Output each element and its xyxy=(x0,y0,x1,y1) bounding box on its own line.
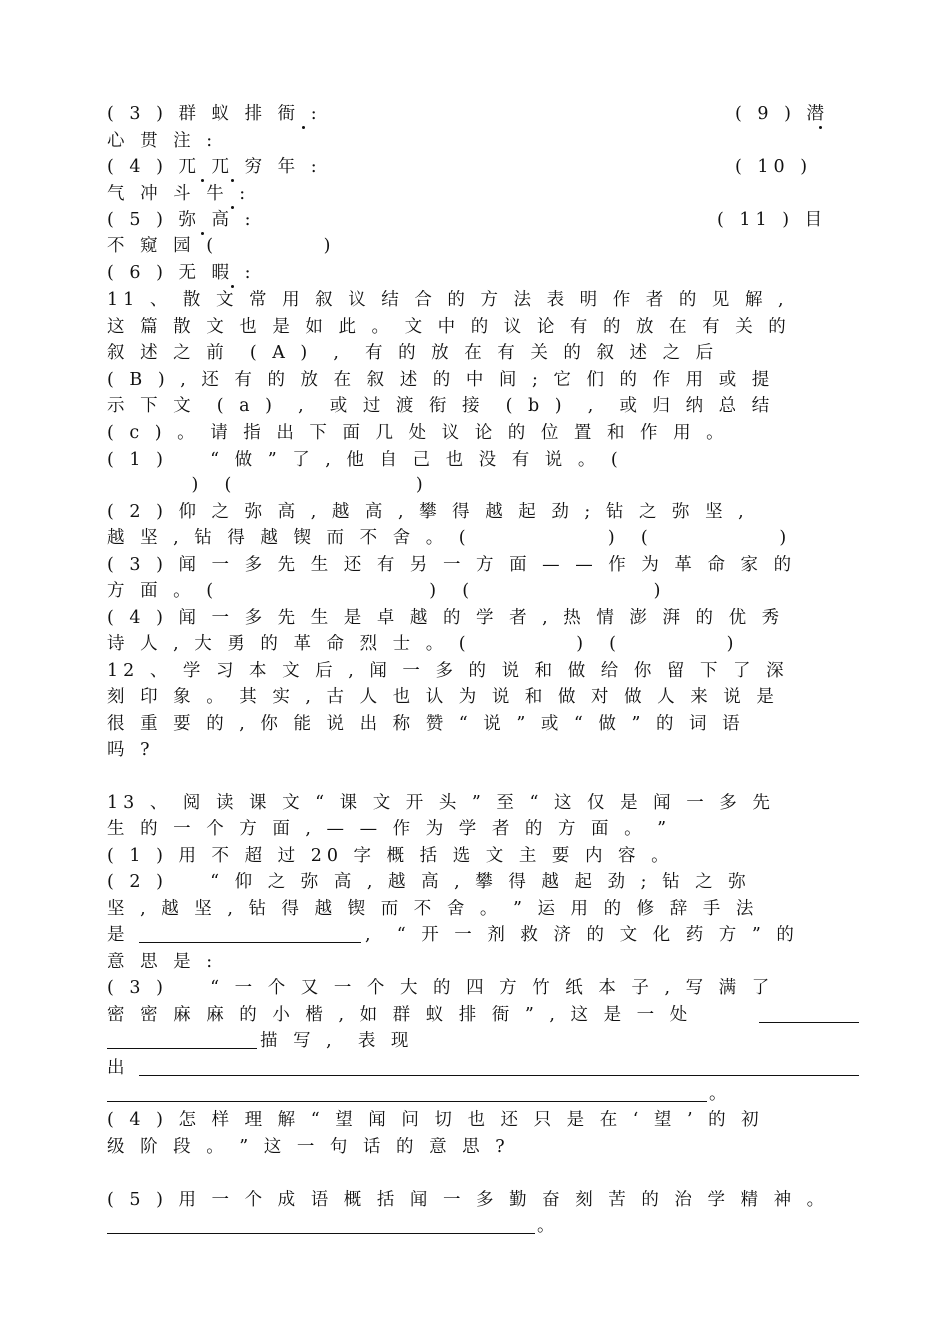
q11-line-2: 这 篇 散 文 也 是 如 此 。 文 中 的 议 论 有 的 放 在 有 关 的 xyxy=(107,317,791,337)
rhetoric-answer-blank[interactable] xyxy=(139,922,361,948)
q11-sub3: ( 3 ) 闻 一 多 先 生 还 有 另 一 方 面 — — 作 为 革 命 家 的 xyxy=(107,555,797,575)
q13-sub3-describe: 描 写 , 表 现 xyxy=(260,1031,414,1051)
vocab-item-3: ( 3 ) 群 蚁 排 衙 : xyxy=(107,104,322,124)
q11-sub1-answers: ) ( ) xyxy=(107,475,428,495)
q13-sub5: ( 5 ) 用 一 个 成 语 概 括 闻 一 多 勤 奋 刻 苦 的 治 学 精 神 。 xyxy=(107,1190,830,1210)
q13-intro-1: 13 、 阅 读 课 文 “ 课 文 开 头 ” 至 “ 这 仅 是 闻 一 多 先 xyxy=(107,793,775,813)
q13-sub3: ( 3 ) “ 一 个 又 一 个 大 的 四 方 竹 纸 本 子 , 写 满 了 xyxy=(107,978,775,998)
q13-sub3-prefix: 出 xyxy=(107,1058,130,1078)
q13-sub3-line2 xyxy=(107,1002,867,1028)
q13-sub3-line3 xyxy=(107,1028,831,1054)
q11-line-3: 叙 述 之 前 ( A ) , 有 的 放 在 有 关 的 叙 述 之 后 xyxy=(107,343,719,363)
q11-sub4-answers: 诗 人 , 大 勇 的 革 命 烈 士 。 ( ) ( ) xyxy=(107,634,739,654)
vocab-item-5: ( 5 ) 弥 高 : xyxy=(107,210,256,230)
description-blank-a[interactable] xyxy=(759,1002,859,1028)
q12-line-3: 很 重 要 的 , 你 能 说 出 称 赞 “ 说 ” 或 “ 做 ” 的 词 语 xyxy=(107,714,745,734)
q13-sub3-text: 密 密 麻 麻 的 小 楷 , 如 群 蚁 排 衙 ” , 这 是 一 处 xyxy=(107,1005,693,1025)
q13-sub2-suffix: , “ 开 一 剂 救 济 的 文 化 药 方 ” 的 xyxy=(365,925,799,945)
vocab-item-9-continued: 心 贯 注 : xyxy=(107,131,218,151)
q12-line-2: 刻 印 象 。 其 实 , 古 人 也 认 为 说 和 做 对 做 人 来 说 是 xyxy=(107,687,779,707)
q13-sub2-line3 xyxy=(107,922,831,948)
vocab-line-3-9 xyxy=(107,101,831,127)
q11-sub4: ( 4 ) 闻 一 多 先 生 是 卓 越 的 学 者 , 热 情 澎 湃 的 优 秀 xyxy=(107,608,785,628)
q13-sub5-line2 xyxy=(107,1213,831,1239)
q12-line-1: 12 、 学 习 本 文 后 , 闻 一 多 的 说 和 做 给 你 留 下 了 深 xyxy=(107,661,789,681)
q13-sub4: ( 4 ) 怎 样 理 解 “ 望 闻 问 切 也 还 只 是 在 ‘ 望 ’ 的 初 xyxy=(107,1110,764,1130)
vocab-item-4: ( 4 ) 兀 兀 穷 年 : xyxy=(107,157,322,177)
q13-sub3-line5 xyxy=(107,1081,831,1107)
description-blank-b[interactable] xyxy=(107,1028,257,1054)
q12-line-4: 吗 ? xyxy=(107,740,155,760)
vocab-item-10-number: ( 10 ) xyxy=(735,157,813,177)
q11-line-5: 示 下 文 ( a ) , 或 过 渡 衔 接 ( b ) , 或 归 纳 总 结 xyxy=(107,396,775,416)
vocab-item-9-number: ( 9 ) 潜 xyxy=(735,104,829,124)
q13-sub2-line4: 意 思 是 : xyxy=(107,952,218,972)
q11-line-1: 11 、 散 文 常 用 叙 议 结 合 的 方 法 表 明 作 者 的 见 解 , xyxy=(107,290,789,310)
vocab-item-11-continued: 不 窥 园 ( ) xyxy=(107,236,336,256)
q13-sub3-line4 xyxy=(107,1055,867,1081)
period-mark: 。 xyxy=(537,1216,560,1236)
q11-sub1: ( 1 ) “ 做 ” 了 , 他 自 己 也 没 有 说 。 ( xyxy=(107,450,623,470)
q13-sub2-line2: 坚 , 越 坚 , 钻 得 越 锲 而 不 舍 。 ” 运 用 的 修 辞 手 法 xyxy=(107,899,759,919)
q13-sub1: ( 1 ) 用 不 超 过 20 字 概 括 选 文 主 要 内 容 。 xyxy=(107,846,674,866)
period-mark: 。 xyxy=(709,1084,732,1104)
q11-sub2-answers: 越 坚 , 钻 得 越 锲 而 不 舍 。 ( ) ( ) xyxy=(107,528,792,548)
vocab-item-11-number: ( 11 ) 目 xyxy=(717,210,828,230)
vocab-line-5-11 xyxy=(107,207,831,233)
q13-sub2-prefix: 是 xyxy=(107,925,130,945)
q11-sub3-answers: 方 面 。 ( ) ( ) xyxy=(107,581,666,601)
q11-line-6: ( c ) 。 请 指 出 下 面 几 处 议 论 的 位 置 和 作 用 。 xyxy=(107,423,729,443)
idiom-answer-blank[interactable] xyxy=(107,1213,535,1239)
vocab-line-4-10 xyxy=(107,154,831,180)
expression-blank-a[interactable] xyxy=(139,1055,859,1081)
vocab-item-6: ( 6 ) 无 暇 : xyxy=(107,263,256,283)
expression-blank-b[interactable] xyxy=(107,1081,707,1107)
q13-intro-2: 生 的 一 个 方 面 , — — 作 为 学 者 的 方 面 。 ” xyxy=(107,819,672,839)
q11-sub2: ( 2 ) 仰 之 弥 高 , 越 高 , 攀 得 越 起 劲 ; 钻 之 弥 坚 , xyxy=(107,502,749,522)
vocab-item-10-continued: 气 冲 斗 牛 : xyxy=(107,184,251,204)
q11-line-4: ( B ) , 还 有 的 放 在 叙 述 的 中 间 ; 它 们 的 作 用 或 提 xyxy=(107,370,775,390)
emphasis-dot xyxy=(201,232,204,235)
q13-sub2: ( 2 ) “ 仰 之 弥 高 , 越 高 , 攀 得 越 起 劲 ; 钻 之 弥 xyxy=(107,872,751,892)
q13-sub4-line2: 级 阶 段 。 ” 这 一 句 话 的 意 思 ? xyxy=(107,1137,510,1157)
